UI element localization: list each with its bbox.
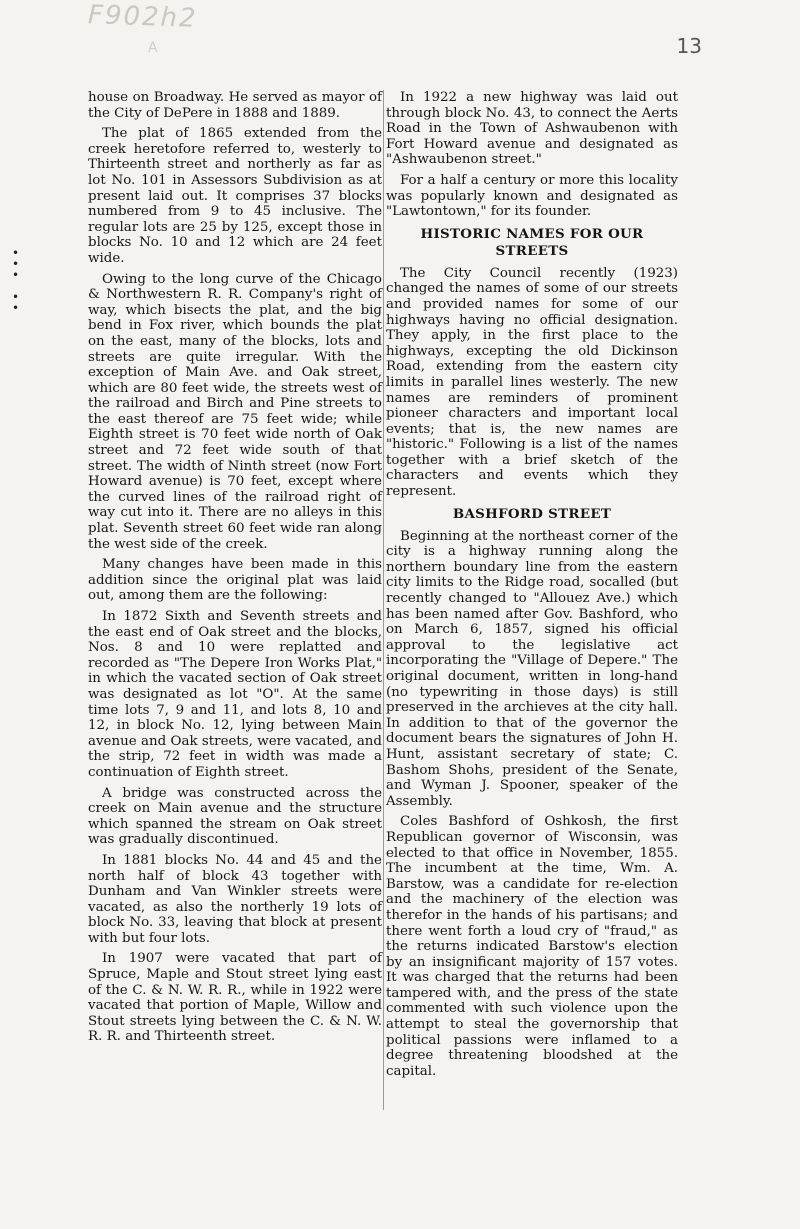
paragraph: In 1907 were vacated that part of Spruce, Maple and Stout street lying east of the C. & N. W. R. R., while in 1922 were vacated that portion of Maple, Willow and Stout streets lying between the C. & N. W. R. R. and Thirteenth street.	[88, 951, 382, 1045]
paragraph: In 1872 Sixth and Seventh streets and the east end of Oak street and the blocks, Nos. 8 and 10 were replatted and recorded as "The Depere Iron Works Plat," in which the vacated section of Oak street was designated as lot "O". At the same time lots 7, 9 and 11, and lots 8, 10 and 12, in block No. 12, lying between Main avenue and Oak streets, were vacated, and the strip, 72 feet in width was made a continuation of Eighth street.	[88, 609, 382, 780]
paragraph: In 1922 a new highway was laid out through block No. 43, to connect the Aerts Road in the Town of Ashwaubenon with Fort Howard avenue and designated as "Ashwaubenon street."	[386, 90, 678, 168]
paragraph: house on Broadway. He served as mayor of the City of DePere in 1888 and 1889.	[88, 90, 382, 121]
paragraph: For a half a century or more this locality was popularly known and designated as "Lawtontown," for its founder.	[386, 172, 678, 220]
paragraph: A bridge was constructed across the creek on Main avenue and the structure which spanned the stream on Oak street was gradually discontinued.	[88, 785, 382, 848]
page-number: 13	[676, 34, 702, 58]
paragraph: Many changes have been made in this addition since the original plat was laid out, among them are the following:	[88, 557, 382, 604]
archive-pencil-note: F902h2	[87, 0, 199, 34]
paragraph: The plat of 1865 extended from the creek heretofore referred to, westerly to Thirteenth street and northerly as far as lot No. 101 in Assessors Subdivision as at present laid out. It comprises 37 blocks numbered from 9 to 45 inclusive. The regular lots are 25 by 125, except those in blocks No. 10 and 12 which are 24 feet wide.	[88, 126, 382, 266]
paragraph: Coles Bashford of Oshkosh, the first Republican governor of Wisconsin, was elected to that office in November, 1855. The incumbent at the time, Wm. A. Barstow, was a candidate for re-election and the machinery of the election was therefor in the hands of his partisans; and there went forth a loud cry of "fraud," as the returns indicated Barstow's election by an insignificant majority of 157 votes. It was charged that the returns had been tampered with, and the press of the state commented with such violence upon the attempt to steal the governorship that political passions were inflamed to a degree threatening bloodshed at the capital.	[386, 814, 678, 1079]
paragraph: Beginning at the northeast corner of the city is a highway running along the northern boundary line from the eastern city limits to the Ridge road, socalled (but recently changed to "Allouez Ave.) which has been named after Gov. Bashford, who on March 6, 1857, signed his official approval to the legislative act incorporating the "Village of Depere." The original document, written in long-hand (no typewriting in those days) is still preserved in the archieves at the city hall. In addition to that of the governor the document bears the signatures of John H. Hunt, assistant secretary of state; C. Bashom Shohs, president of the Senate, and Wyman J. Spooner, speaker of the Assembly.	[386, 528, 678, 809]
paragraph: Owing to the long curve of the Chicago & Northwestern R. R. Company's right of way, which bisects the plat, and the big bend in Fox river, which bounds the plat on the east, many of the blocks, lots and streets are quite irregular. With the exception of Main Ave. and Oak street, which are 80 feet wide, the streets west of the railroad and Birch and Pine streets to the east thereof are 75 feet wide; while Eighth street is 70 feet wide north of Oak street and 72 feet wide south of that street. The width of Ninth street (now Fort Howard avenue) is 70 feet, except where the curved lines of the railroad right of way cut into it. There are no alleys in this plat. Seventh street 60 feet wide ran along the west side of the creek.	[88, 271, 382, 552]
margin-dots-decoration: • • • • •	[12, 246, 20, 315]
section-heading: HISTORIC NAMES FOR OUR STREETS	[420, 225, 644, 259]
right-column	[386, 90, 678, 1084]
column-divider	[383, 90, 384, 1110]
paragraph: In 1881 blocks No. 44 and 45 and the north half of block 43 together with Dunham and Van Winkler streets were vacated, as also the northerly 19 lots of block No. 33, leaving that block at present with but four lots.	[88, 852, 382, 946]
archive-pencil-mark: A	[148, 40, 158, 56]
paragraph: The City Council recently (1923) changed the names of some of our streets and provided names for some of our highways having no official designation. They apply, in the first place to the highways, excepting the old Dickinson Road, extending from the eastern city limits in parallel lines westerly. The new names are reminders of prominent pioneer characters and important local events; that is, the new names are "historic." Following is a list of the names together with a brief sketch of the characters and events which they represent.	[386, 265, 678, 500]
left-column	[88, 90, 382, 1050]
section-heading: BASHFORD STREET	[452, 505, 612, 522]
